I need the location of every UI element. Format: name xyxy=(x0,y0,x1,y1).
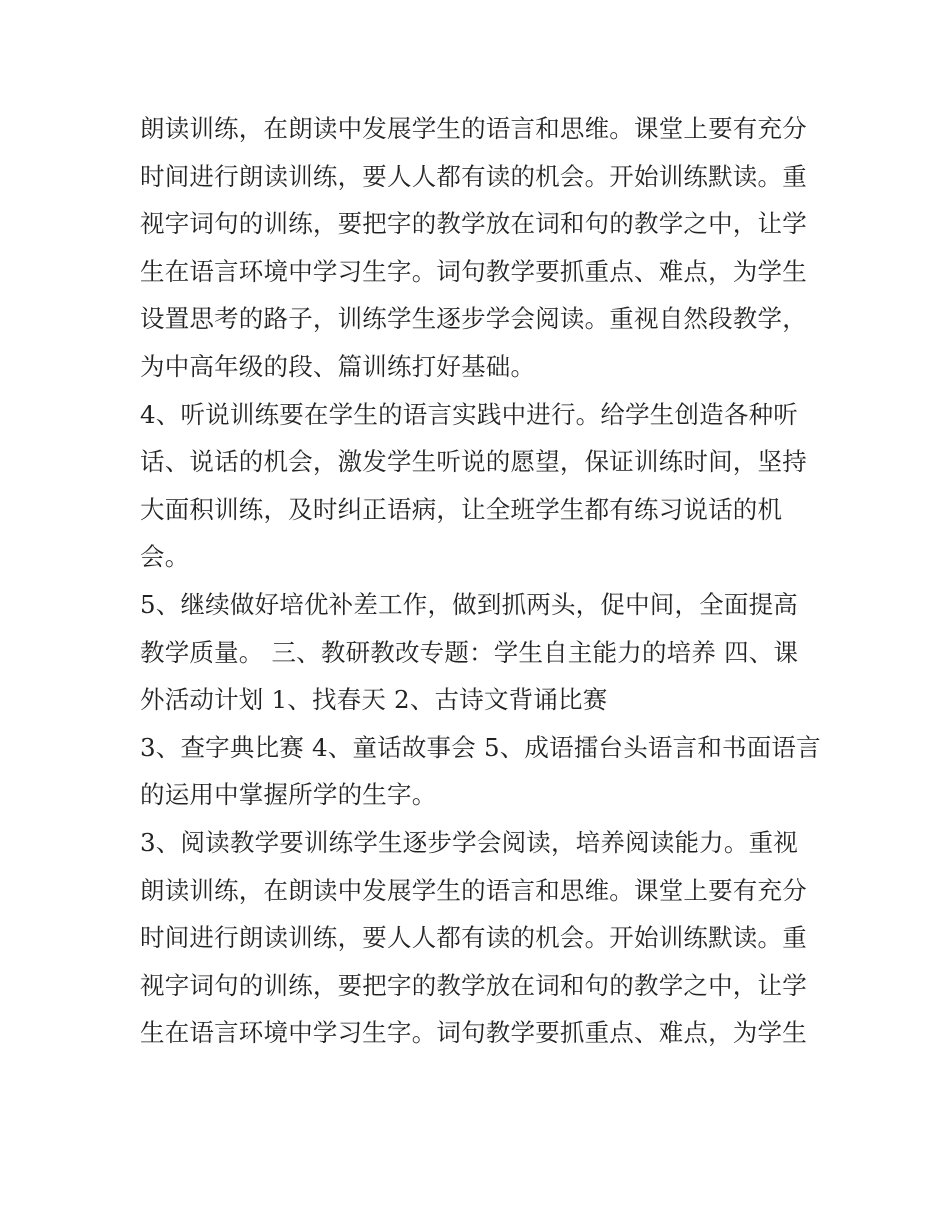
text-line: 生在语言环境中学习生字。词句教学要抓重点、难点，为学生 xyxy=(140,256,807,286)
paragraph xyxy=(140,581,820,724)
text-line: 5、继续做好培优补差工作，做到抓两头，促中间，全面提高 xyxy=(140,589,798,619)
text-line: 生在语言环境中学习生字。词句教学要抓重点、难点，为学生 xyxy=(140,1018,807,1048)
text-line: 视字词句的训练，要把字的教学放在词和句的教学之中，让学 xyxy=(140,970,807,1000)
text-line: 大面积训练，及时纠正语病，让全班学生都有练习说话的机 xyxy=(140,494,783,524)
text-line: 话、说话的机会，激发学生听说的愿望，保证训练时间，坚持 xyxy=(140,447,807,477)
text-line: 外活动计划 1、找春天 2、古诗文背诵比赛 xyxy=(140,685,608,715)
paragraph xyxy=(140,391,820,581)
text-line: 朗读训练，在朗读中发展学生的语言和思维。课堂上要有充分 xyxy=(140,114,807,143)
text-line: 设置思考的路子，训练学生逐步学会阅读。重视自然段教学， xyxy=(140,304,807,334)
text-line: 为中高年级的段、篇训练打好基础。 xyxy=(140,351,536,381)
text-line: 朗读训练，在朗读中发展学生的语言和思维。课堂上要有充分 xyxy=(140,875,807,905)
text-line: 会。 xyxy=(140,542,190,572)
text-line: 时间进行朗读训练，要人人都有读的机会。开始训练默读。重 xyxy=(140,161,807,191)
paragraph xyxy=(140,724,820,819)
text-line: 视字词句的训练，要把字的教学放在词和句的教学之中，让学 xyxy=(140,209,807,239)
text-line: 3、查字典比赛 4、童话故事会 5、成语擂台头语言和书面语言 xyxy=(140,732,821,762)
text-line: 教学质量。 三、教研教改专题：学生自主能力的培养 四、课 xyxy=(140,637,799,667)
paragraph xyxy=(140,819,820,1057)
text-line: 4、听说训练要在学生的语言实践中进行。给学生创造各种听 xyxy=(140,399,798,429)
paragraph xyxy=(140,105,820,391)
text-line: 的运用中掌握所学的生字。 xyxy=(140,780,437,810)
document-body xyxy=(140,105,820,1057)
text-line: 时间进行朗读训练，要人人都有读的机会。开始训练默读。重 xyxy=(140,923,807,953)
text-line: 3、阅读教学要训练学生逐步学会阅读，培养阅读能力。重视 xyxy=(140,827,798,857)
